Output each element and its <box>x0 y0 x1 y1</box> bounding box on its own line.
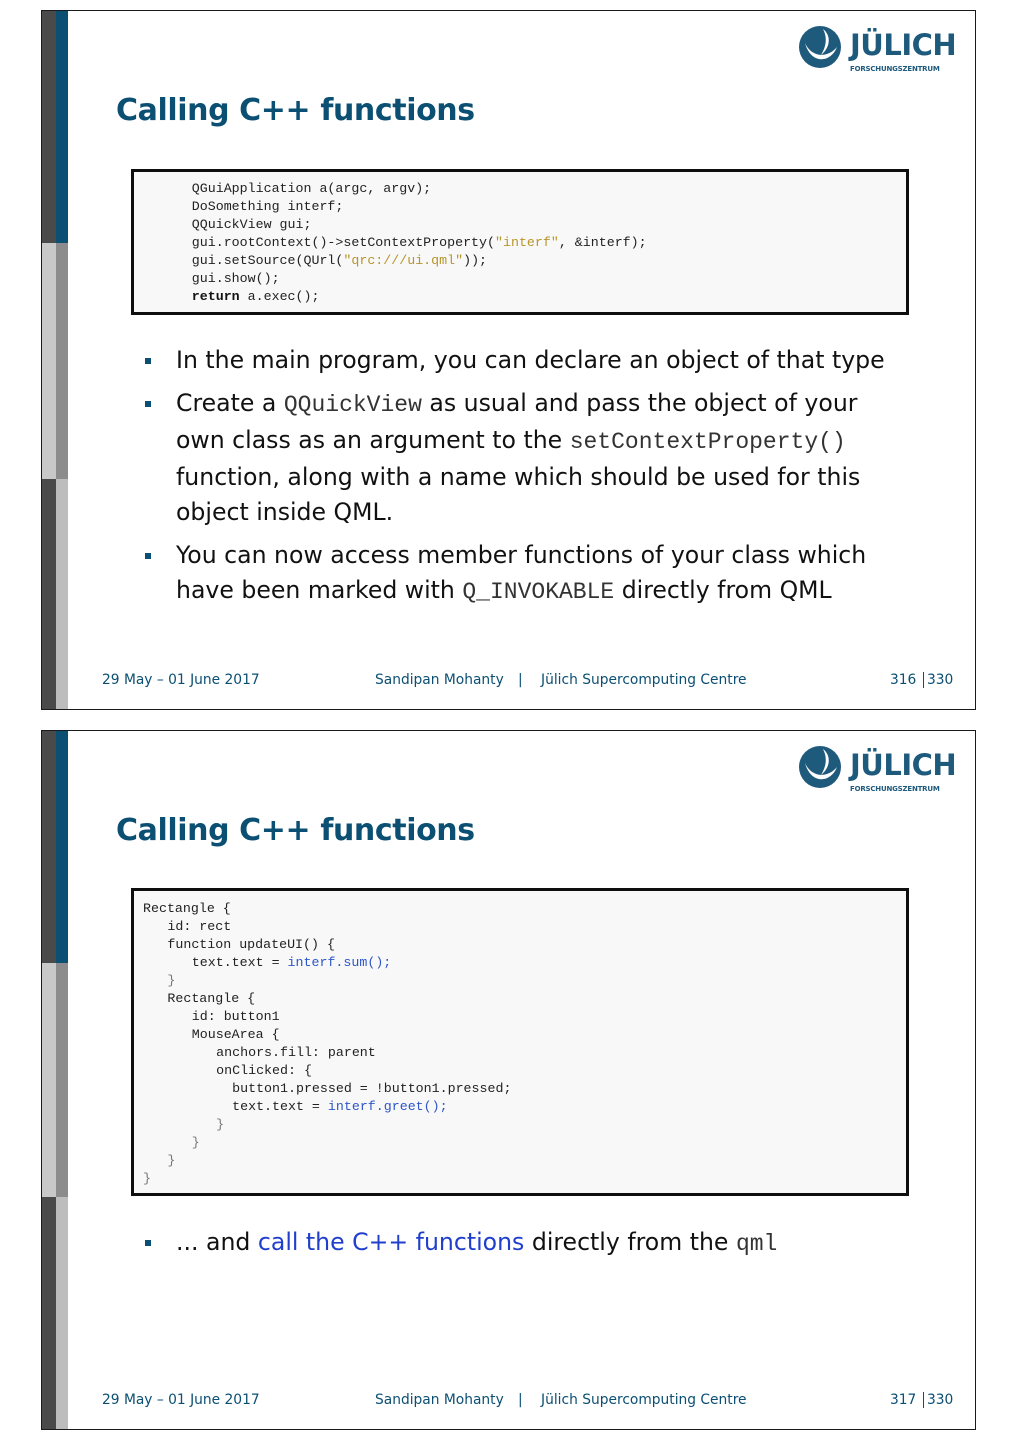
sidebar-stripe-dark <box>42 963 56 1197</box>
sidebar-stripe-mid <box>56 243 68 479</box>
code-line: gui.show(); <box>191 271 280 286</box>
code-block <box>131 169 909 315</box>
sidebar-stripe-dark <box>42 731 56 963</box>
code-listing <box>143 900 906 1188</box>
code-line: gui.setSource(QUrl("qrc:///ui.qml")); <box>191 253 488 268</box>
code-line: } <box>191 1135 200 1150</box>
page-number: 317 <box>890 1392 917 1408</box>
footer-author: Sandipan Mohanty <box>375 672 504 688</box>
code-line: QGuiApplication a(argc, argv); <box>191 181 432 196</box>
slide-317 <box>41 730 976 1430</box>
bullet-item: Create a QQuickView as usual and pass the object of your own class as an argument to the setContextProperty() function, along with a name which should be used for this object inside QML. <box>142 386 912 530</box>
page-total: 330 <box>927 1392 954 1408</box>
julich-logo <box>797 743 957 795</box>
function-call: interf.sum(); <box>287 955 392 970</box>
page-separator <box>923 1392 924 1408</box>
sidebar-stripe-mid <box>56 963 68 1197</box>
footer-separator: | <box>518 672 523 688</box>
code-line: Rectangle { <box>167 991 256 1006</box>
code-line: id: button1 <box>191 1009 280 1024</box>
slide-title: Calling C++ functions <box>116 93 475 128</box>
bullet-item: In the main program, you can declare an object of that type <box>142 343 912 378</box>
code-line: QQuickView gui; <box>191 217 312 232</box>
inline-code: QQuickView <box>283 392 422 418</box>
slide-title: Calling C++ functions <box>116 813 475 848</box>
bullet-item: You can now access member functions of your class which have been marked with Q_INVOKABLE directly from QML <box>142 538 912 610</box>
slide-footer <box>42 670 976 690</box>
julich-logo-icon <box>797 743 843 791</box>
logo-wordmark: JÜLICH <box>850 748 957 782</box>
code-line: function updateUI() { <box>167 937 335 952</box>
logo-subtitle: FORSCHUNGSZENTRUM <box>850 785 940 793</box>
code-line: } <box>167 1153 176 1168</box>
inline-code: Q_INVOKABLE <box>462 579 615 605</box>
string-literal: "qrc:///ui.qml" <box>343 253 464 268</box>
footer-organization: Jülich Supercomputing Centre <box>541 1392 747 1408</box>
code-line: DoSomething interf; <box>191 199 344 214</box>
function-call: interf.greet(); <box>327 1099 448 1114</box>
code-listing <box>143 180 906 306</box>
keyword: return <box>191 289 240 304</box>
bullet-marker <box>145 553 151 559</box>
footer-date: 29 May – 01 June 2017 <box>102 1392 260 1408</box>
code-line: } <box>167 973 176 988</box>
footer-author: Sandipan Mohanty <box>375 1392 504 1408</box>
code-line: onClicked: { <box>216 1063 312 1078</box>
sidebar-stripe-dark <box>42 11 56 243</box>
footer-separator: | <box>518 1392 523 1408</box>
bullet-marker <box>145 401 151 407</box>
code-line: anchors.fill: parent <box>216 1045 376 1060</box>
inline-code: qml <box>735 1231 778 1257</box>
code-line: id: rect <box>167 919 232 934</box>
bullet-list <box>142 1225 912 1270</box>
sidebar-stripe-dark <box>42 243 56 479</box>
code-line: gui.rootContext()->setContextProperty("interf", &interf); <box>191 235 647 250</box>
page-total: 330 <box>927 672 954 688</box>
inline-code: setContextProperty() <box>569 429 846 455</box>
code-line: } <box>143 1171 151 1186</box>
bullet-marker <box>145 358 151 364</box>
logo-subtitle: FORSCHUNGSZENTRUM <box>850 65 940 73</box>
page-separator <box>923 672 924 688</box>
highlighted-text: call the C++ functions <box>257 1228 525 1256</box>
code-line: text.text = interf.greet(); <box>232 1099 448 1114</box>
code-line: button1.pressed = !button1.pressed; <box>232 1081 512 1096</box>
footer-date: 29 May – 01 June 2017 <box>102 672 260 688</box>
bullet-marker <box>145 1240 151 1246</box>
logo-wordmark: JÜLICH <box>850 28 957 62</box>
code-block <box>131 888 909 1196</box>
code-line: MouseArea { <box>191 1027 280 1042</box>
code-line: } <box>216 1117 225 1132</box>
slide-316 <box>41 10 976 710</box>
julich-logo <box>797 23 957 75</box>
bullet-item: ... and call the C++ functions directly from the qml <box>142 1225 912 1262</box>
page-number: 316 <box>890 672 917 688</box>
footer-organization: Jülich Supercomputing Centre <box>541 672 747 688</box>
code-line: text.text = interf.sum(); <box>191 955 392 970</box>
code-line: Rectangle { <box>143 901 231 916</box>
sidebar-stripe-accent <box>56 731 68 963</box>
sidebar-stripe-accent <box>56 11 68 243</box>
slide-footer <box>42 1390 976 1410</box>
bullet-list <box>142 343 912 618</box>
julich-logo-icon <box>797 23 843 71</box>
string-literal: "interf" <box>495 235 559 250</box>
code-line: return a.exec(); <box>191 289 320 304</box>
